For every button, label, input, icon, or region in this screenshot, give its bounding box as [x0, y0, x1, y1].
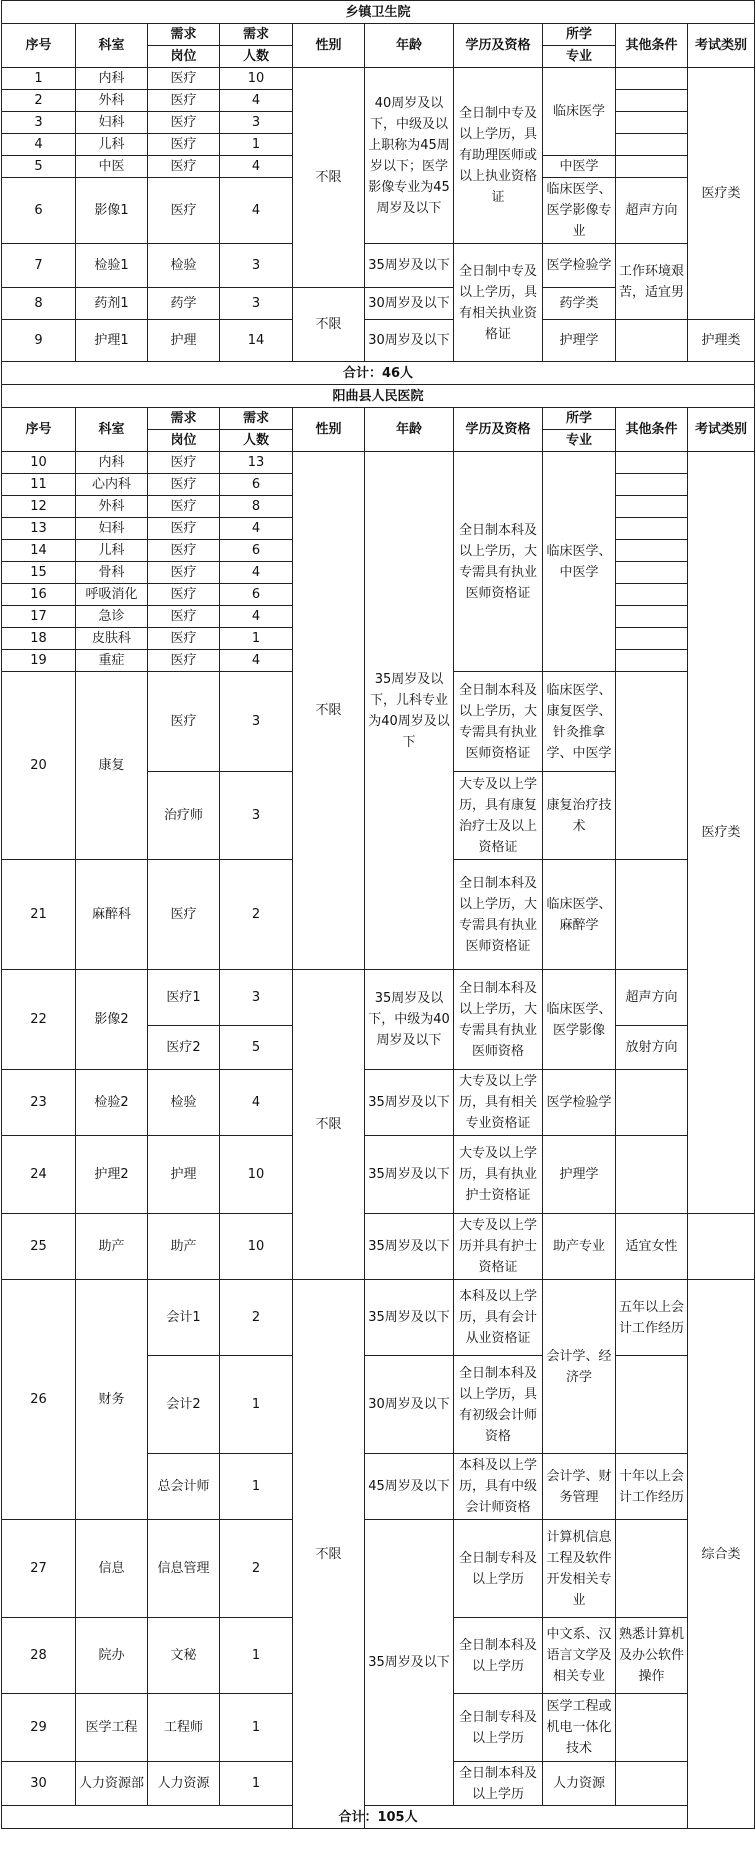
row-no: 16 [2, 584, 76, 606]
row-post: 医疗 [148, 562, 220, 584]
other-cell [616, 496, 688, 518]
header-other: 其他条件 [616, 408, 688, 452]
row-no: 8 [2, 288, 76, 320]
row-post: 医疗1 [148, 970, 220, 1026]
other-cell [616, 518, 688, 540]
row-post: 医疗 [148, 112, 220, 134]
row-count: 6 [220, 540, 293, 562]
row-dept: 内科 [76, 68, 148, 90]
row-count: 3 [220, 772, 293, 860]
row-no: 14 [2, 540, 76, 562]
row-post: 检验 [148, 1070, 220, 1136]
major-cell: 医学检验学 [543, 1070, 616, 1136]
row-post: 信息管理 [148, 1520, 220, 1618]
major-cell: 计算机信息工程及软件开发相关专业 [543, 1520, 616, 1618]
row-count: 4 [220, 156, 293, 178]
row-dept: 儿科 [76, 134, 148, 156]
major-cell: 医学检验学 [543, 244, 616, 288]
row-dept: 影像2 [76, 970, 148, 1070]
row-no: 22 [2, 970, 76, 1070]
row-count: 3 [220, 288, 293, 320]
row-no: 6 [2, 178, 76, 244]
row-post: 医疗 [148, 156, 220, 178]
major-cell: 临床医学、麻醉学 [543, 860, 616, 970]
major-cell: 康复治疗技术 [543, 772, 616, 860]
other-cell [616, 1070, 688, 1136]
row-count: 1 [220, 1618, 293, 1694]
edu-cell: 本科及以上学历，具有中级会计师资格 [454, 1454, 543, 1520]
row-count: 1 [220, 134, 293, 156]
recruitment-table [1, 0, 755, 1829]
row-dept: 医学工程 [76, 1694, 148, 1762]
edu-cell: 大专及以上学历并具有护士资格证 [454, 1214, 543, 1280]
edu-cell: 全日制本科及以上学历 [454, 1618, 543, 1694]
row-dept: 财务 [76, 1280, 148, 1520]
row-dept: 外科 [76, 496, 148, 518]
header-count: 人数 [220, 46, 293, 68]
other-cell [616, 68, 688, 90]
exam-cell: 医疗类 [688, 452, 755, 1214]
row-count: 10 [220, 1136, 293, 1214]
header-age: 年龄 [365, 24, 454, 68]
row-dept: 妇科 [76, 112, 148, 134]
major-cell: 会计学、财务管理 [543, 1454, 616, 1520]
header-req: 需求 [148, 24, 220, 46]
header-no: 序号 [2, 408, 76, 452]
header-exam: 考试类别 [688, 24, 755, 68]
row-count: 1 [220, 1356, 293, 1454]
edu-cell: 全日制本科及以上学历 [454, 1762, 543, 1806]
row-count: 8 [220, 496, 293, 518]
section-title: 阳曲县人民医院 [2, 385, 755, 408]
other-cell: 超声方向 [616, 970, 688, 1026]
row-post: 工程师 [148, 1694, 220, 1762]
row-count: 4 [220, 650, 293, 672]
row-no: 9 [2, 320, 76, 362]
header-dept: 科室 [76, 24, 148, 68]
row-count: 13 [220, 452, 293, 474]
row-post: 治疗师 [148, 772, 220, 860]
major-cell: 药学类 [543, 288, 616, 320]
edu-cell: 全日制专科及以上学历 [454, 1520, 543, 1618]
row-dept: 中医 [76, 156, 148, 178]
other-cell [616, 320, 688, 362]
age-cell: 45周岁及以下 [365, 1454, 454, 1520]
row-no: 27 [2, 1520, 76, 1618]
major-cell: 临床医学、康复医学、针灸推拿学、中医学 [543, 672, 616, 772]
other-cell [616, 562, 688, 584]
row-count: 2 [220, 1280, 293, 1356]
row-no: 1 [2, 68, 76, 90]
row-count: 1 [220, 1694, 293, 1762]
major-cell: 助产专业 [543, 1214, 616, 1280]
row-post: 医疗 [148, 68, 220, 90]
section-title: 乡镇卫生院 [2, 1, 755, 24]
row-no: 20 [2, 672, 76, 860]
header-req2: 需求 [220, 24, 293, 46]
header-gender: 性别 [293, 24, 365, 68]
row-no: 10 [2, 452, 76, 474]
row-count: 14 [220, 320, 293, 362]
header-major1: 所学 [543, 408, 616, 430]
row-no: 3 [2, 112, 76, 134]
major-cell: 中文系、汉语言文学及相关专业 [543, 1618, 616, 1694]
row-post: 助产 [148, 1214, 220, 1280]
major-cell: 临床医学、中医学 [543, 452, 616, 672]
header-gender: 性别 [293, 408, 365, 452]
other-cell: 十年以上会计工作经历 [616, 1454, 688, 1520]
row-no: 7 [2, 244, 76, 288]
other-cell: 超声方向 [616, 178, 688, 244]
row-dept: 麻醉科 [76, 860, 148, 970]
row-count: 6 [220, 584, 293, 606]
gender-cell: 不限 [293, 288, 365, 362]
row-post: 护理 [148, 320, 220, 362]
row-no: 21 [2, 860, 76, 970]
header-no: 序号 [2, 24, 76, 68]
section-total: 合计：105人 [2, 1806, 755, 1829]
row-no: 26 [2, 1280, 76, 1520]
exam-cell: 综合类 [688, 1280, 755, 1829]
row-post: 医疗 [148, 518, 220, 540]
header-count: 人数 [220, 430, 293, 452]
row-dept: 护理2 [76, 1136, 148, 1214]
row-post: 人力资源 [148, 1762, 220, 1806]
header-exam: 考试类别 [688, 408, 755, 452]
row-no: 12 [2, 496, 76, 518]
row-no: 30 [2, 1762, 76, 1806]
row-no: 19 [2, 650, 76, 672]
row-count: 10 [220, 68, 293, 90]
row-dept: 检验1 [76, 244, 148, 288]
row-no: 18 [2, 628, 76, 650]
major-cell: 护理学 [543, 320, 616, 362]
row-dept: 皮肤科 [76, 628, 148, 650]
row-dept: 妇科 [76, 518, 148, 540]
age-cell: 30周岁及以下 [365, 1356, 454, 1454]
other-cell: 适宜女性 [616, 1214, 688, 1280]
row-dept: 内科 [76, 452, 148, 474]
age-cell: 35周岁及以下 [365, 1520, 454, 1806]
row-post: 文秘 [148, 1618, 220, 1694]
row-post: 医疗 [148, 650, 220, 672]
row-dept: 外科 [76, 90, 148, 112]
age-cell: 35周岁及以下 [365, 1280, 454, 1356]
row-count: 3 [220, 244, 293, 288]
row-post: 医疗 [148, 672, 220, 772]
row-count: 3 [220, 112, 293, 134]
other-cell [616, 650, 688, 672]
header-major2: 专业 [543, 46, 616, 68]
row-no: 15 [2, 562, 76, 584]
row-dept: 呼吸消化 [76, 584, 148, 606]
edu-cell: 全日制专科及以上学历 [454, 1694, 543, 1762]
gender-cell: 不限 [293, 1280, 365, 1829]
other-cell [616, 606, 688, 628]
other-cell [616, 1762, 688, 1806]
edu-cell: 全日制本科及以上学历，大专需具有执业医师资格 [454, 970, 543, 1070]
header-major1: 所学 [543, 24, 616, 46]
major-cell: 护理学 [543, 1136, 616, 1214]
other-cell [616, 156, 688, 178]
other-cell [616, 452, 688, 474]
edu-cell: 全日制本科及以上学历，大专需具有执业医师资格证 [454, 860, 543, 970]
header-post: 岗位 [148, 46, 220, 68]
edu-cell: 全日制本科及以上学历，大专需具有执业医师资格证 [454, 672, 543, 772]
row-dept: 助产 [76, 1214, 148, 1280]
row-count: 3 [220, 672, 293, 772]
row-post: 总会计师 [148, 1454, 220, 1520]
major-cell: 临床医学、医学影像 [543, 970, 616, 1070]
other-cell [616, 628, 688, 650]
exam-cell: 护理类 [688, 320, 755, 362]
row-post: 医疗 [148, 452, 220, 474]
age-cell: 35周岁及以下，中级为40周岁及以下 [365, 970, 454, 1070]
gender-cell: 不限 [293, 68, 365, 288]
edu-cell: 大专及以上学历，具有执业护士资格证 [454, 1136, 543, 1214]
age-cell: 40周岁及以下，中级及以上职称为45周岁以下；医学影像专业为45周岁及以下 [365, 68, 454, 244]
other-cell [616, 672, 688, 860]
row-count: 2 [220, 860, 293, 970]
other-cell: 放射方向 [616, 1026, 688, 1070]
edu-cell: 全日制本科及以上学历，具有初级会计师资格 [454, 1356, 543, 1454]
row-post: 药学 [148, 288, 220, 320]
gender-cell: 不限 [293, 970, 365, 1280]
row-no: 23 [2, 1070, 76, 1136]
age-cell: 35周岁及以下，儿科专业为40周岁及以下 [365, 452, 454, 970]
header-edu: 学历及资格 [454, 24, 543, 68]
row-count: 1 [220, 1762, 293, 1806]
row-post: 医疗 [148, 474, 220, 496]
row-count: 4 [220, 518, 293, 540]
other-cell [616, 90, 688, 112]
row-count: 6 [220, 474, 293, 496]
major-cell: 中医学 [543, 156, 616, 178]
other-cell [616, 540, 688, 562]
row-post: 检验 [148, 244, 220, 288]
row-dept: 骨科 [76, 562, 148, 584]
row-count: 4 [220, 562, 293, 584]
header-other: 其他条件 [616, 24, 688, 68]
other-cell [616, 1694, 688, 1762]
row-count: 4 [220, 606, 293, 628]
row-count: 10 [220, 1214, 293, 1280]
row-count: 4 [220, 90, 293, 112]
other-cell [616, 1520, 688, 1618]
row-dept: 药剂1 [76, 288, 148, 320]
header-edu: 学历及资格 [454, 408, 543, 452]
row-no: 25 [2, 1214, 76, 1280]
header-req: 需求 [148, 408, 220, 430]
row-dept: 心内科 [76, 474, 148, 496]
other-cell [616, 1356, 688, 1454]
row-post: 医疗 [148, 860, 220, 970]
row-no: 28 [2, 1618, 76, 1694]
row-dept: 院办 [76, 1618, 148, 1694]
row-count: 1 [220, 628, 293, 650]
other-cell: 熟悉计算机及办公软件操作 [616, 1618, 688, 1694]
row-dept: 康复 [76, 672, 148, 860]
age-cell: 35周岁及以下 [365, 1136, 454, 1214]
header-major2: 专业 [543, 430, 616, 452]
row-post: 医疗 [148, 90, 220, 112]
age-cell: 35周岁及以下 [365, 1214, 454, 1280]
row-post: 医疗 [148, 178, 220, 244]
row-post: 医疗 [148, 606, 220, 628]
major-cell: 临床医学 [543, 68, 616, 156]
row-post: 医疗 [148, 584, 220, 606]
header-age: 年龄 [365, 408, 454, 452]
row-count: 1 [220, 1454, 293, 1520]
row-count: 5 [220, 1026, 293, 1070]
header-req2: 需求 [220, 408, 293, 430]
exam-cell: 医疗类 [688, 68, 755, 320]
other-cell [616, 134, 688, 156]
row-count: 4 [220, 178, 293, 244]
major-cell: 医学工程或机电一体化技术 [543, 1694, 616, 1762]
row-dept: 人力资源部 [76, 1762, 148, 1806]
row-post: 会计2 [148, 1356, 220, 1454]
other-cell [616, 112, 688, 134]
other-cell: 工作环境艰苦，适宜男 [616, 244, 688, 320]
row-post: 医疗2 [148, 1026, 220, 1070]
other-cell [616, 860, 688, 970]
gender-cell: 不限 [293, 452, 365, 970]
age-cell: 30周岁及以下 [365, 320, 454, 362]
edu-cell: 大专及以上学历，具有相关专业资格证 [454, 1070, 543, 1136]
major-cell: 人力资源 [543, 1762, 616, 1806]
age-cell: 30周岁及以下 [365, 288, 454, 320]
row-no: 11 [2, 474, 76, 496]
row-dept: 信息 [76, 1520, 148, 1618]
row-count: 2 [220, 1520, 293, 1618]
row-dept: 儿科 [76, 540, 148, 562]
edu-cell: 本科及以上学历，具有会计从业资格证 [454, 1280, 543, 1356]
other-cell [616, 1136, 688, 1214]
age-cell: 35周岁及以下 [365, 244, 454, 288]
section-total: 合计：46人 [2, 362, 755, 385]
row-no: 17 [2, 606, 76, 628]
row-count: 3 [220, 970, 293, 1026]
row-post: 会计1 [148, 1280, 220, 1356]
row-no: 5 [2, 156, 76, 178]
edu-cell: 全日制中专及以上学历，具有助理医师或以上执业资格证 [454, 68, 543, 244]
other-cell: 五年以上会计工作经历 [616, 1280, 688, 1356]
row-post: 医疗 [148, 134, 220, 156]
edu-cell: 大专及以上学历，具有康复治疗士及以上资格证 [454, 772, 543, 860]
row-dept: 重症 [76, 650, 148, 672]
row-no: 13 [2, 518, 76, 540]
row-dept: 护理1 [76, 320, 148, 362]
row-no: 4 [2, 134, 76, 156]
other-cell [616, 474, 688, 496]
edu-cell: 全日制中专及以上学历，具有相关执业资格证 [454, 244, 543, 362]
other-cell [616, 584, 688, 606]
edu-cell: 全日制本科及以上学历，大专需具有执业医师资格证 [454, 452, 543, 672]
row-no: 29 [2, 1694, 76, 1762]
row-post: 护理 [148, 1136, 220, 1214]
row-post: 医疗 [148, 540, 220, 562]
header-dept: 科室 [76, 408, 148, 452]
row-dept: 检验2 [76, 1070, 148, 1136]
header-post: 岗位 [148, 430, 220, 452]
row-post: 医疗 [148, 628, 220, 650]
age-cell: 35周岁及以下 [365, 1070, 454, 1136]
row-no: 24 [2, 1136, 76, 1214]
row-count: 4 [220, 1070, 293, 1136]
row-dept: 影像1 [76, 178, 148, 244]
row-no: 2 [2, 90, 76, 112]
major-cell: 临床医学、医学影像专业 [543, 178, 616, 244]
major-cell: 会计学、经济学 [543, 1280, 616, 1454]
row-post: 医疗 [148, 496, 220, 518]
row-dept: 急诊 [76, 606, 148, 628]
